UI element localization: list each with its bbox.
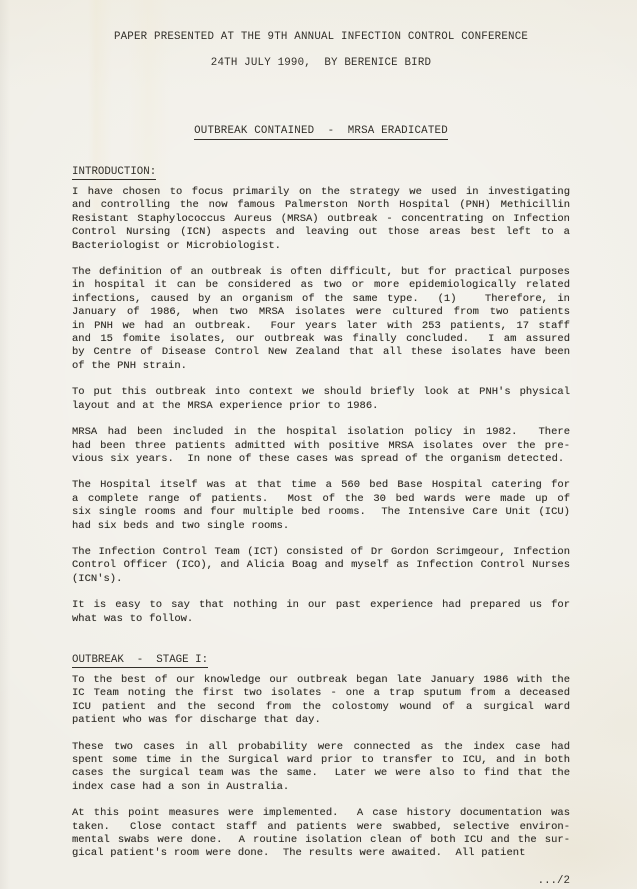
header-line-2: 24TH JULY 1990, BY BERENICE BIRD	[210, 57, 432, 69]
text-line: taken. Close contact staff and patients were swabbed, selective environ-	[72, 820, 570, 833]
document-section	[72, 654, 570, 861]
paragraph	[72, 386, 570, 413]
text-line: infections, caused by an organism of the same type. (1) Therefore, in	[72, 292, 570, 305]
document-section	[72, 166, 570, 626]
text-line: IC Team noting the first two isolates - one a trap sputum from a deceased	[72, 687, 570, 700]
text-line: To put this outbreak into context we should briefly look at PNH's physical	[72, 386, 570, 399]
header-line-1: PAPER PRESENTED AT THE 9TH ANNUAL INFECTION CONTROL CONFERENCE	[113, 31, 529, 43]
text-line: At this point measures were implemented. A case history documentation was	[72, 807, 570, 820]
text-line: Control Nursing (ICN) aspects and leaving out those areas best left to a	[72, 226, 570, 239]
text-line: index case had a son in Australia.	[72, 780, 290, 793]
text-line: These two cases in all probability were connected as the index case had	[72, 740, 570, 753]
text-line: spent some time in the Surgical ward prior to transfer to ICU, and in both	[72, 754, 570, 766]
text-line: cases the surgical team was the same. Later we were also to find that the	[72, 767, 570, 780]
text-line: in PNH we had an outbreak. Four years later with 253 patients, 17 staff	[72, 319, 570, 332]
text-line: vious six years. In none of these cases was spread of the organism detected.	[72, 452, 565, 465]
text-line: It is easy to say that nothing in our past experience had prepared us for	[72, 599, 570, 612]
text-line: had been three patients admitted with positive MRSA isolates over the pre-	[72, 439, 570, 452]
text-line: had six beds and two single rooms.	[72, 519, 290, 532]
page-number: .../2	[537, 874, 570, 887]
text-line: I have chosen to focus primarily on the strategy we used in investigating	[72, 186, 570, 198]
text-line: To the best of our knowledge our outbreak began late January 1986 with the	[72, 673, 570, 686]
text-line: mental swabs were done. A routine isolation clean of both ICU and the sur-	[72, 834, 570, 847]
text-line: and 15 fomite isolates, our outbreak was finally concluded. I am assured	[72, 333, 570, 346]
text-line: what was to follow.	[72, 612, 194, 625]
title-row	[72, 120, 570, 140]
paragraph	[72, 479, 570, 533]
paragraph	[72, 426, 570, 466]
text-line: Resistant Staphylococcus Aureus (MRSA) outbreak - concentrating on Infection	[72, 212, 570, 225]
document-body	[72, 166, 570, 861]
text-line: The definition of an outbreak is often difficult, but for practical purposes	[72, 266, 570, 279]
text-line: layout and at the MRSA experience prior to 1986.	[72, 399, 379, 412]
document-title: OUTBREAK CONTAINED - MRSA ERADICATED	[194, 125, 448, 140]
paragraph	[72, 807, 570, 861]
paragraph	[72, 186, 570, 253]
text-line: six single rooms and four multiple bed rooms. The Intensive Care Unit (ICU)	[72, 506, 570, 519]
text-line: and controlling the now famous Palmerston North Hospital (PNH) Methicillin	[72, 199, 570, 212]
text-line: (ICN's).	[72, 572, 123, 585]
text-line: The Hospital itself was at that time a 560 bed Base Hospital catering for	[72, 479, 570, 492]
text-line: January of 1986, when two MRSA isolates were cultured from two patients	[72, 306, 570, 319]
text-line: a complete range of patients. Most of the 30 bed wards were made up of	[72, 492, 570, 505]
text-line: by Centre of Disease Control New Zealand that all these isolates have been	[72, 346, 570, 359]
paragraph	[72, 674, 570, 728]
section-heading: INTRODUCTION:	[72, 166, 157, 178]
section-heading: OUTBREAK - STAGE I:	[72, 653, 209, 666]
paragraph	[72, 599, 570, 626]
document-header	[72, 31, 570, 70]
text-line: ICU patient and the second from the colostomy wound of a surgical ward	[72, 700, 570, 713]
text-line: Control Officer (ICO), and Alicia Boag and myself as Infection Control Nurses	[72, 559, 570, 572]
text-line: of the PNH strain.	[72, 359, 187, 372]
paragraph	[72, 546, 570, 586]
paragraph	[72, 266, 570, 373]
text-line: in hospital it can be considered as two or more epidemiologically related	[72, 279, 570, 292]
text-line: Bacteriologist or Microbiologist.	[72, 239, 281, 252]
paragraph	[72, 741, 570, 795]
text-line: gical patient's room were done. The results were awaited. All patient	[72, 847, 526, 860]
text-line: patient who was for discharge that day.	[72, 714, 321, 727]
text-line: The Infection Control Team (ICT) consisted of Dr Gordon Scrimgeour, Infection	[72, 545, 570, 558]
text-line: MRSA had been included in the hospital isolation policy in 1982. There	[72, 426, 570, 439]
